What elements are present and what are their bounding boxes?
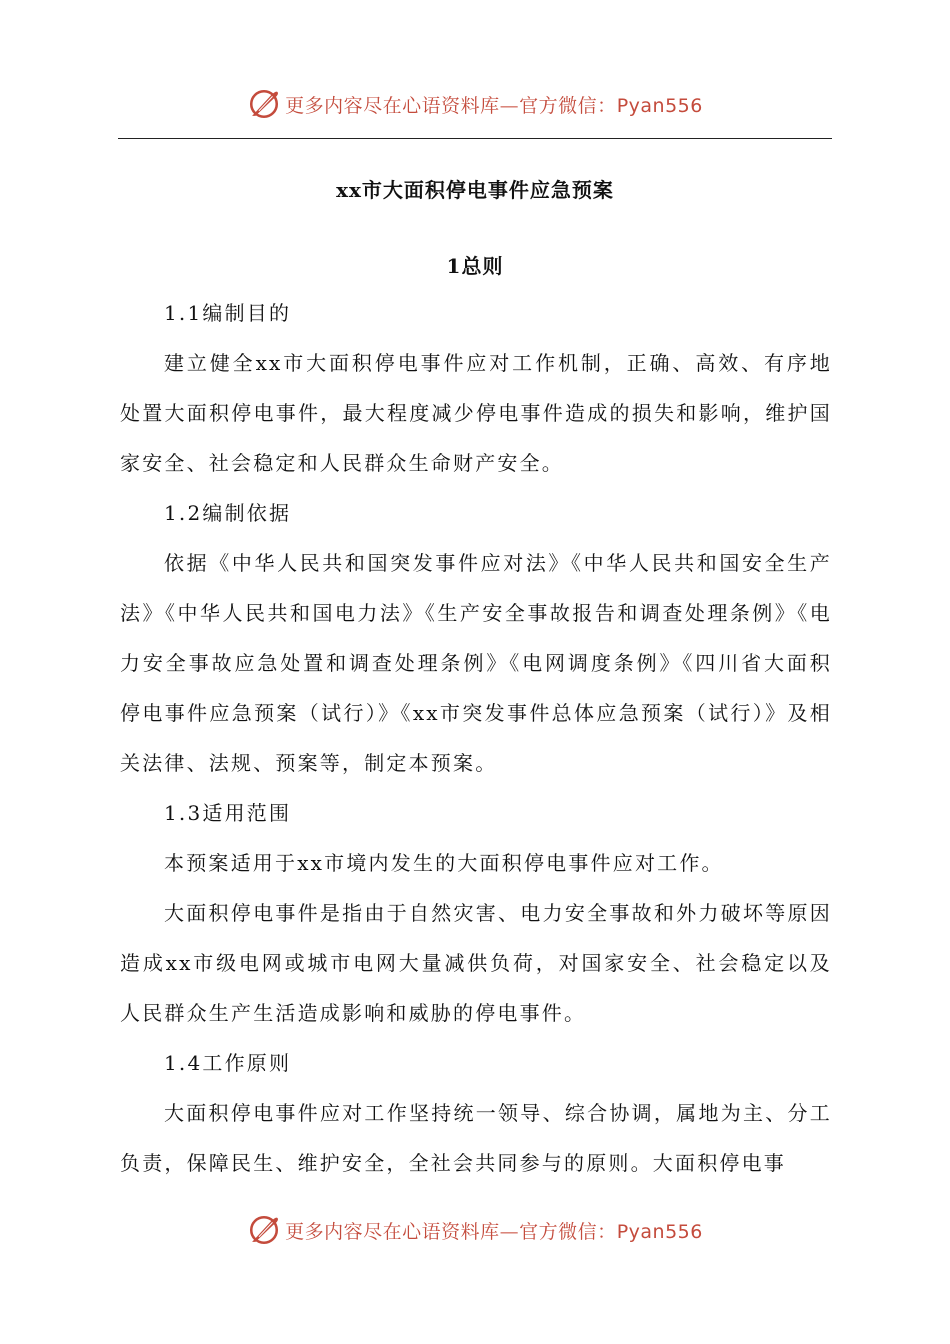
banner-text [285,91,703,118]
paragraph: 依据《中华人民共和国突发事件应对法》《中华人民共和国安全生产法》《中华人民共和国电力法》《生产安全事故报告和调查处理条例》《电力安全事故应急处置和调查处理条例》《电网调度条例》《四川省大面积停电事件应急预案（试行）》《xx市突发事件总体应急预案（试行）》及相关法律、法规、预案等，制定本预案。 [120,551,832,775]
header-banner [0,82,950,126]
header-divider [118,138,832,139]
paragraph: 建立健全xx市大面积停电事件应对工作机制，正确、高效、有序地处置大面积停电事件，最大程度减少停电事件造成的损失和影响，维护国家安全、社会稳定和人民群众生命财产安全。 [120,351,832,475]
heading-1-4: 1.4工作原则 [164,1051,292,1075]
banner-separator: — [499,94,520,117]
banner-text [285,1217,703,1244]
banner-id: Pyan556 [616,94,703,117]
heading-1-3: 1.3适用范围 [164,801,292,825]
banner-id: Pyan556 [616,1220,703,1243]
heading-1-2: 1.2编制依据 [164,501,292,525]
quill-pen-icon [247,1213,281,1247]
document-title: xx市大面积停电事件应急预案 [336,178,614,202]
section-title: 1总则 [446,254,504,278]
quill-pen-icon [247,87,281,121]
paragraph: 大面积停电事件应对工作坚持统一领导、综合协调，属地为主、分工负责，保障民生、维护安全，全社会共同参与的原则。大面积停电事 [120,1101,832,1175]
heading-1-1: 1.1编制目的 [164,301,292,325]
paragraph: 大面积停电事件是指由于自然灾害、电力安全事故和外力破坏等原因造成xx市级电网或城市电网大量减供负荷，对国家安全、社会稳定以及人民群众生产生活造成影响和威胁的停电事件。 [120,901,832,1025]
banner-main: 更多内容尽在心语资料库 [285,1220,500,1243]
document-body [120,288,832,1188]
banner-main: 更多内容尽在心语资料库 [285,94,500,117]
banner-tail: 官方微信： [519,94,617,117]
paragraph: 本预案适用于xx市境内发生的大面积停电事件应对工作。 [164,851,724,875]
banner-separator: — [499,1220,520,1243]
banner-tail: 官方微信： [519,1220,617,1243]
footer-banner [0,1208,950,1252]
